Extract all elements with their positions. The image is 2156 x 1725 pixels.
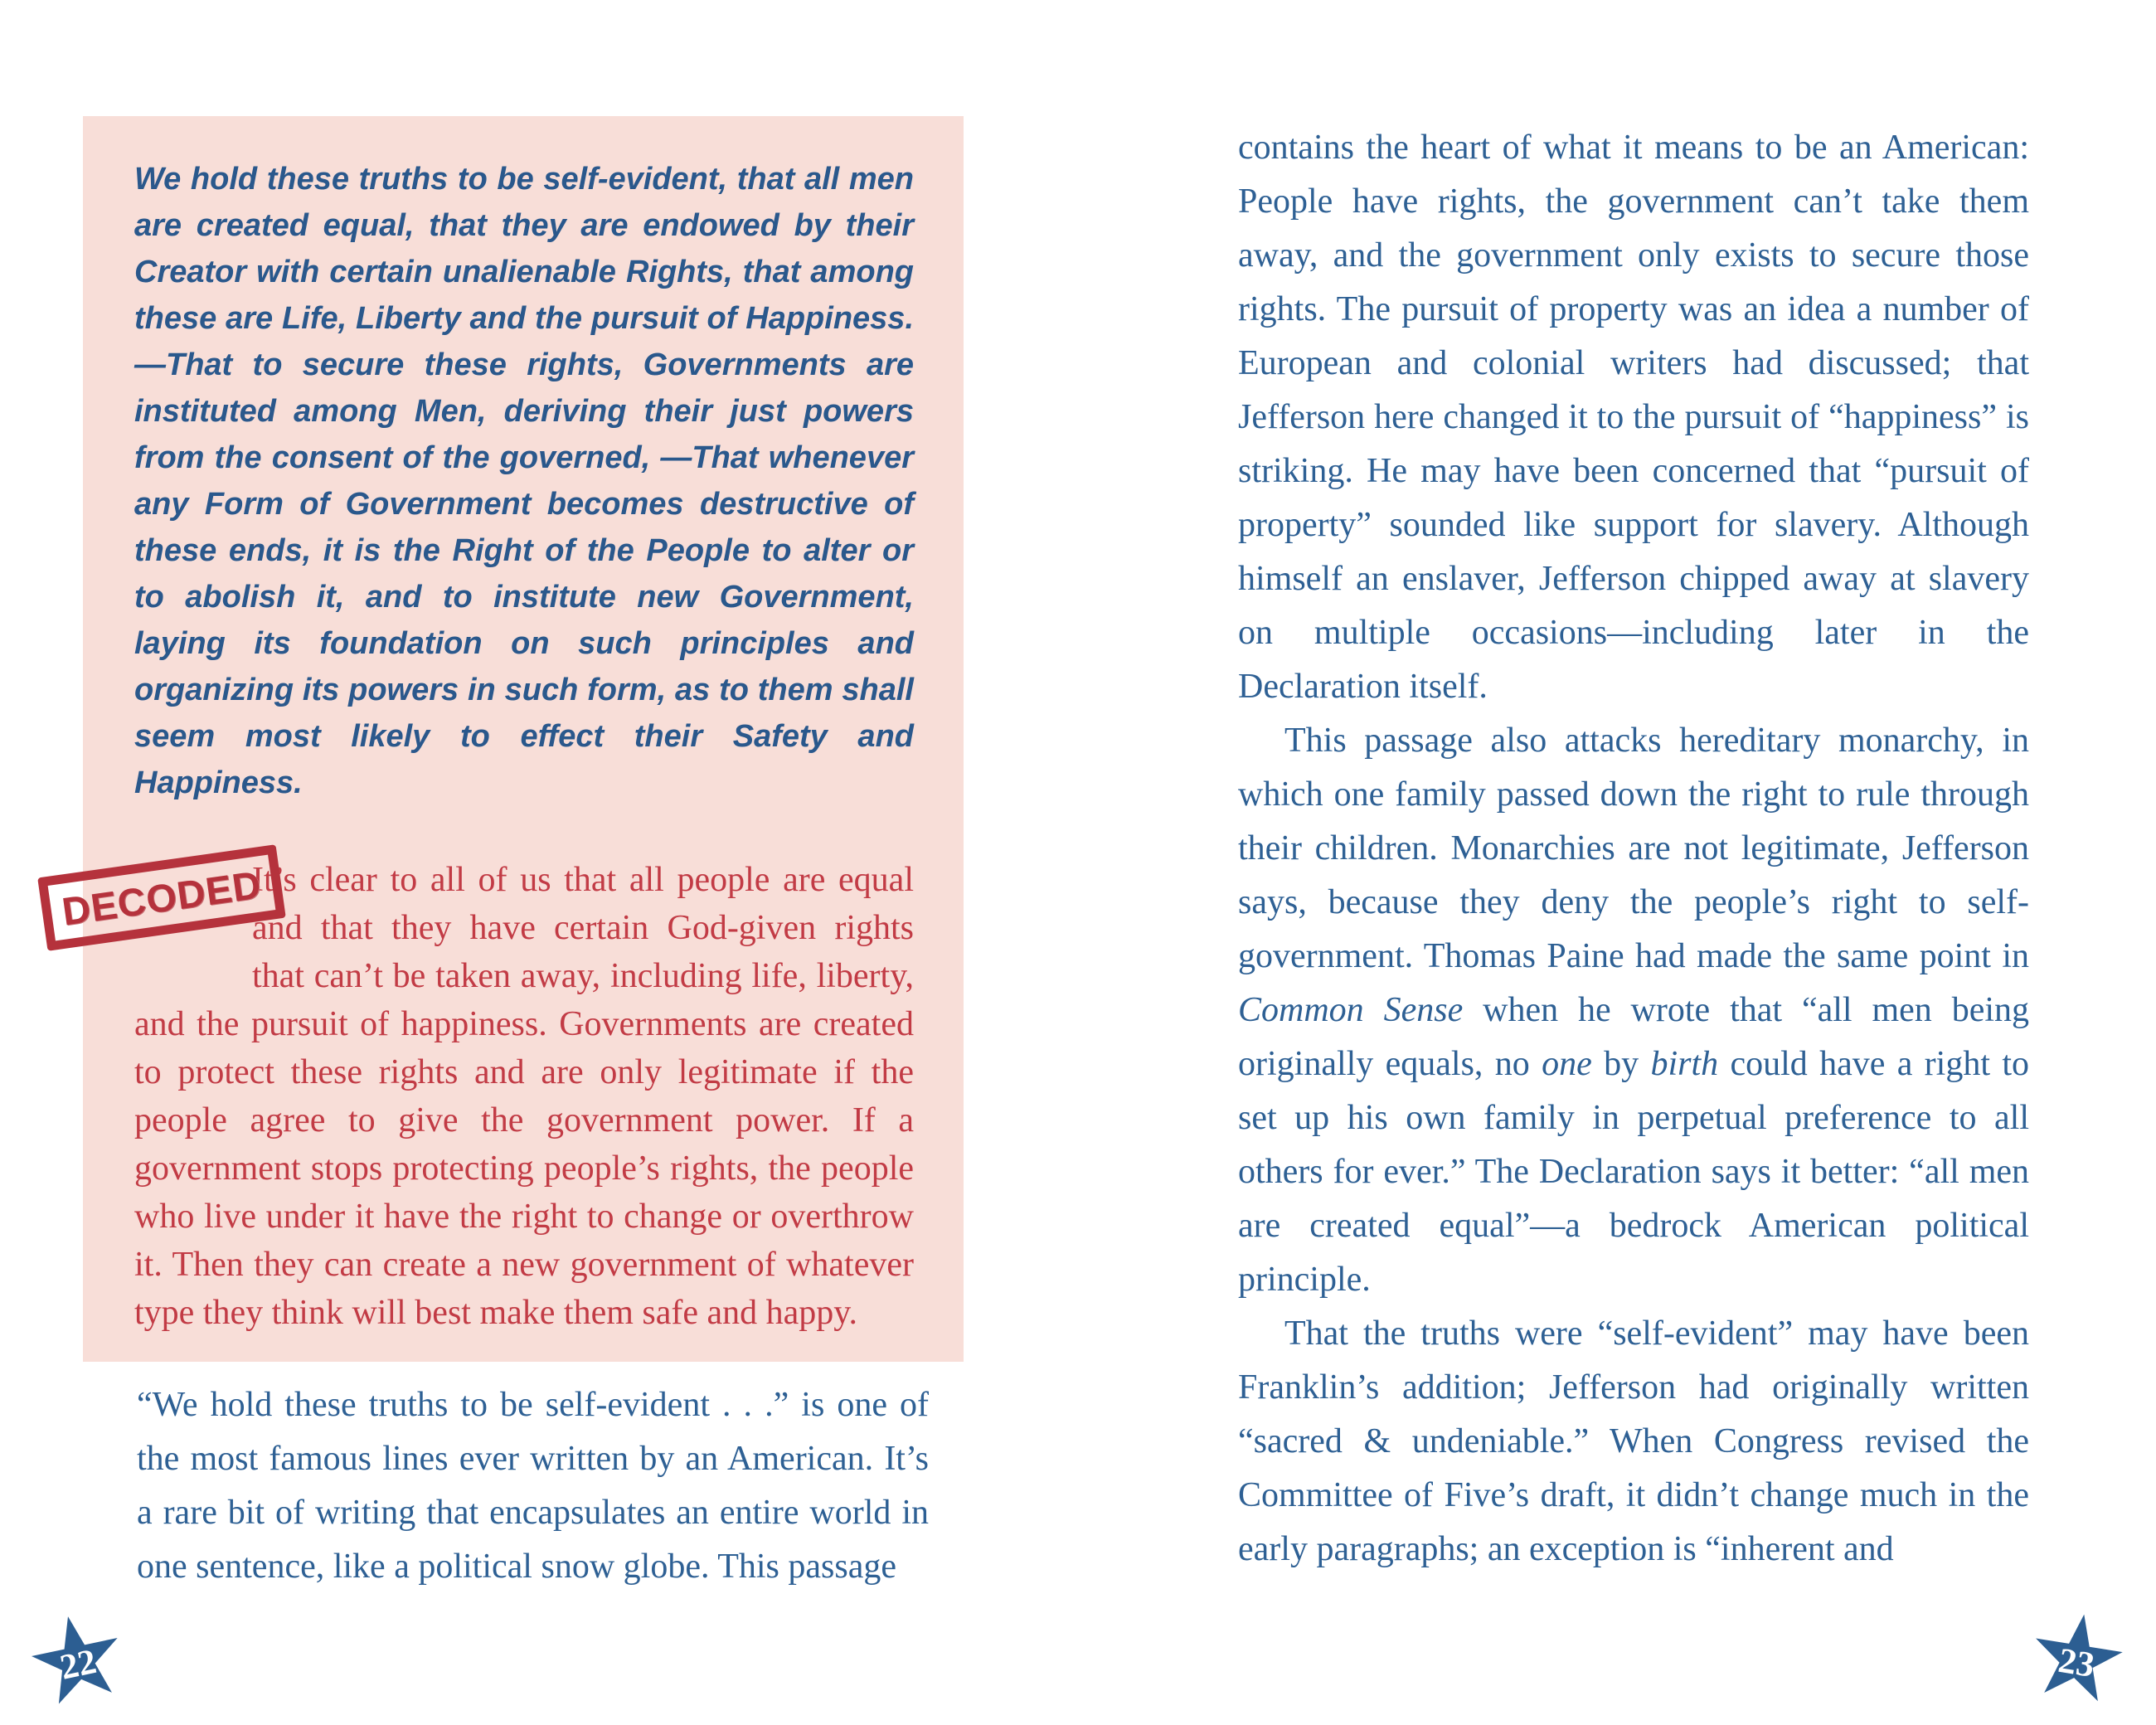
declaration-quote: We hold these truths to be self-evident, that all men are created equal, that they are endowed by their Creator with certain unalienable Rights, that among these are Life, Liberty and the pursuit of Happiness.—That to secure these rights, Governments are instituted among Men, deriving their just powers from the consent of the governed, —That whenever any Form of Government becomes destructive of these ends, it is the Right of the People to alter or to abolish it, and to institute new Government, laying its foundation on such principles and organizing its powers in such form, as to them shall seem most likely to effect their Safety and Happiness. [134,162,914,800]
stamp-icon: DECODED [37,844,286,950]
left-body-paragraph: “We hold these truths to be self-evident . . .” is one of the most famous lines ever written by an American. It’s a rare bit of writing that encapsulates an entire world in one sentence, like a political snow globe. This passage [137,1386,929,1586]
decoded-translation-text: It’s clear to all of us that all people are equal and that they have certain God-given rights that can’t be taken away, including life, liberty, and the pursuit of happiness. Governments are created to protect these rights and are only legitimate if the people agree to give the government power. If a government stops protecting people’s rights, the people who live under it have the right to change or overthrow it. Then they can create a new government of whatever type they think will best make them safe and happy. [134,861,914,1332]
decoded-stamp [41,856,265,955]
body-paragraph: This passage also attacks hereditary monarchy, in which one family passed down the right to rule through their children. Monarchies are not legitimate, Jefferson says, because they deny the people’s right to self-government. Thomas Paine had made the same point in Common Sense when he wrote that “all men being originally equals, no one by birth could have a right to set up his own family in perpetual preference to all others for ever.” The Declaration says it better: “all men are created equal”—a bedrock American political principle. [1238,722,2030,1299]
page-number-badge-left [25,1607,129,1712]
page-number-badge-right [2027,1607,2127,1708]
page-number-right: 23 [2056,1640,2097,1685]
quote-panel [59,116,964,1362]
page-number-left: 22 [56,1641,100,1688]
body-paragraph: contains the heart of what it means to be an American: People have rights, the government can’t take them away, and the government only exists to secure those rights. The pursuit of property was an idea a number of European and colonial writers had discussed; that Jefferson here changed it to the pursuit of “happiness” is striking. He may have been concerned that “pursuit of property” sounded like support for slavery. Although himself an enslaver, Jefferson chipped away at slavery on multiple occasions—including later in the Declaration itself. [1238,129,2029,706]
decoded-paragraph [59,856,914,1337]
body-paragraph: That the truths were “self-evident” may have been Franklin’s addition; Jefferson had originally written “sacred & undeniable.” When Congress revised the Committee of Five’s draft, it didn’t change much in the early paragraphs; an exception is “inherent and [1238,1314,2029,1568]
right-column [1238,121,2029,1577]
